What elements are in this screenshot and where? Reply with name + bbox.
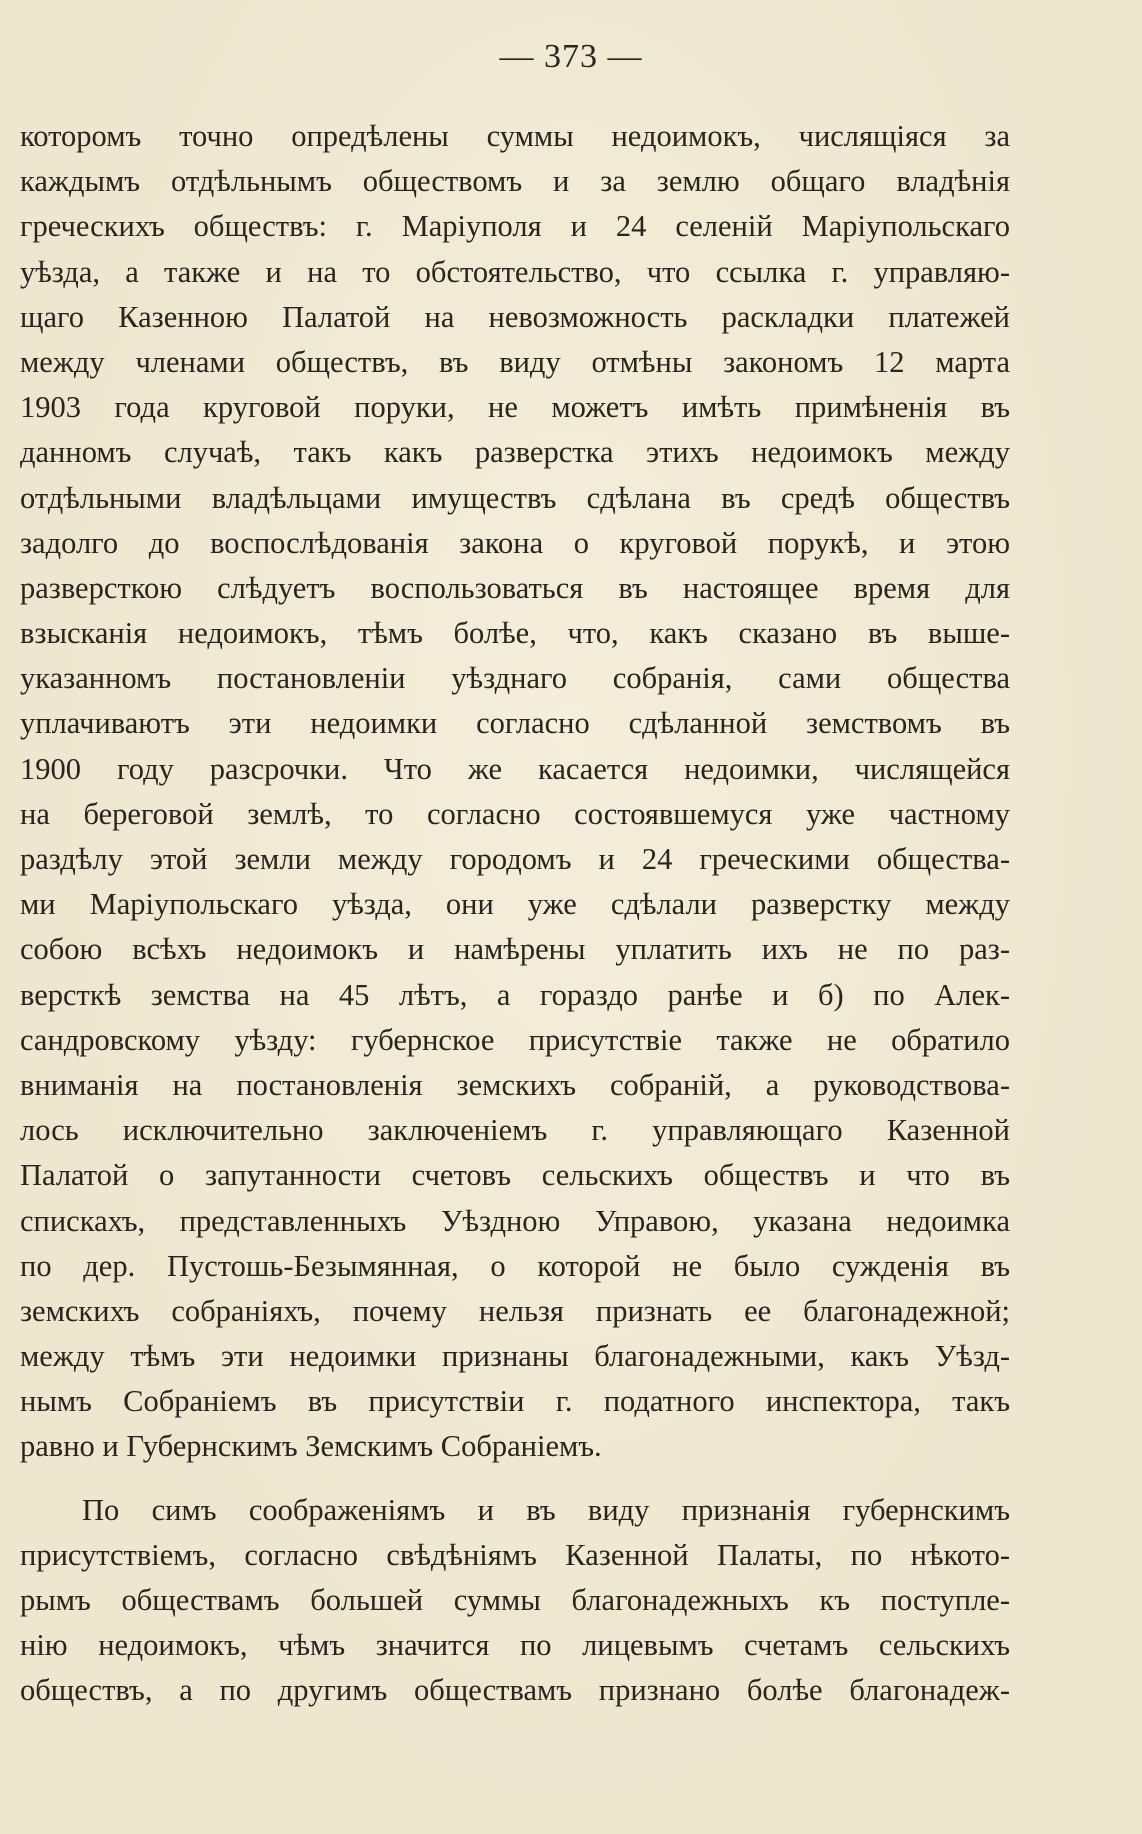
text-line: лось исключительно заключеніемъ г. управляющаго Казенной — [20, 1113, 1010, 1148]
text-line: щаго Казенною Палатой на невозможность раскладки платежей — [20, 299, 1010, 334]
text-line: спискахъ, представленныхъ Уѣздною Управою, указана недоимка — [20, 1203, 1010, 1238]
text-line: уѣзда, а также и на то обстоятельство, что ссылка г. управляю- — [20, 254, 1010, 289]
text-line: греческихъ обществъ: г. Маріуполя и 24 селеній Маріупольскаго — [20, 209, 1010, 244]
text-line: между членами обществъ, въ виду отмѣны закономъ 12 марта — [20, 344, 1010, 379]
text-line: уплачиваютъ эти недоимки согласно сдѣланной земствомъ въ — [20, 706, 1010, 741]
text-line: по дер. Пустошь-Безымянная, о которой не было сужденія въ — [20, 1248, 1010, 1283]
paragraph — [20, 1488, 1010, 1714]
text-line: ми Маріупольскаго уѣзда, они уже сдѣлали разверстку между — [20, 887, 1010, 922]
paragraph — [20, 114, 1010, 1470]
text-line: По симъ соображеніямъ и въ виду признанія губернскимъ — [82, 1492, 1010, 1527]
text-line: 1903 года круговой поруки, не можетъ имѣть примѣненія въ — [20, 390, 1010, 425]
text-line: нію недоимокъ, чѣмъ значится по лицевымъ счетамъ сельскихъ — [20, 1628, 1010, 1663]
paragraph-gap — [20, 1470, 1010, 1488]
text-line: вниманія на постановленія земскихъ собраній, а руководствова- — [20, 1067, 1010, 1102]
text-line: Палатой о запутанности счетовъ сельскихъ обществъ и что въ — [20, 1158, 1010, 1193]
text-line: между тѣмъ эти недоимки признаны благонадежными, какъ Уѣзд- — [20, 1339, 1010, 1374]
text-line: раздѣлу этой земли между городомъ и 24 греческими общества- — [20, 842, 1010, 876]
text-line: собою всѣхъ недоимокъ и намѣрены уплатить ихъ не по раз- — [20, 932, 1010, 967]
body-text — [20, 114, 1010, 1714]
text-line: присутствіемъ, согласно свѣдѣніямъ Казенной Палаты, по нѣкото- — [20, 1537, 1010, 1572]
text-line: земскихъ собраніяхъ, почему нельзя признать ее благонадежной; — [20, 1293, 1010, 1328]
text-line: указанномъ постановленіи уѣзднаго собранія, сами общества — [20, 661, 1010, 696]
page-number: — 373 — — [499, 38, 643, 75]
text-line: задолго до воспослѣдованія закона о круговой порукѣ, и этою — [20, 525, 1010, 560]
text-line: данномъ случаѣ, такъ какъ разверстка этихъ недоимокъ между — [20, 435, 1010, 470]
text-line: отдѣльными владѣльцами имуществъ сдѣлана въ средѣ обществъ — [20, 480, 1010, 515]
text-line: нымъ Собраніемъ въ присутствіи г. податного инспектора, такъ — [20, 1384, 1010, 1419]
text-line: взысканія недоимокъ, тѣмъ болѣе, что, какъ сказано въ выше- — [20, 616, 1010, 651]
text-line: обществъ, а по другимъ обществамъ признано болѣе благонадеж- — [20, 1673, 1010, 1708]
text-line: каждымъ отдѣльнымъ обществомъ и за землю общаго владѣнія — [20, 164, 1010, 199]
text-line: на береговой землѣ, то согласно состоявшемуся уже частному — [20, 796, 1010, 831]
text-line: рымъ обществамъ большей суммы благонадежныхъ къ поступле- — [20, 1583, 1010, 1617]
text-line: версткѣ земства на 45 лѣтъ, а гораздо ранѣе и б) по Алек- — [20, 977, 1010, 1012]
text-line: равно и Губернскимъ Земскимъ Собраніемъ. — [20, 1429, 602, 1464]
text-line: которомъ точно опредѣлены суммы недоимокъ, числящіяся за — [20, 119, 1010, 153]
text-line: 1900 году разсрочки. Что же касается недоимки, числящейся — [20, 751, 1010, 786]
text-line: сандровскому уѣзду: губернское присутствіе также не обратило — [20, 1022, 1010, 1057]
text-line: разверсткою слѣдуетъ воспользоваться въ настоящее время для — [20, 570, 1010, 605]
